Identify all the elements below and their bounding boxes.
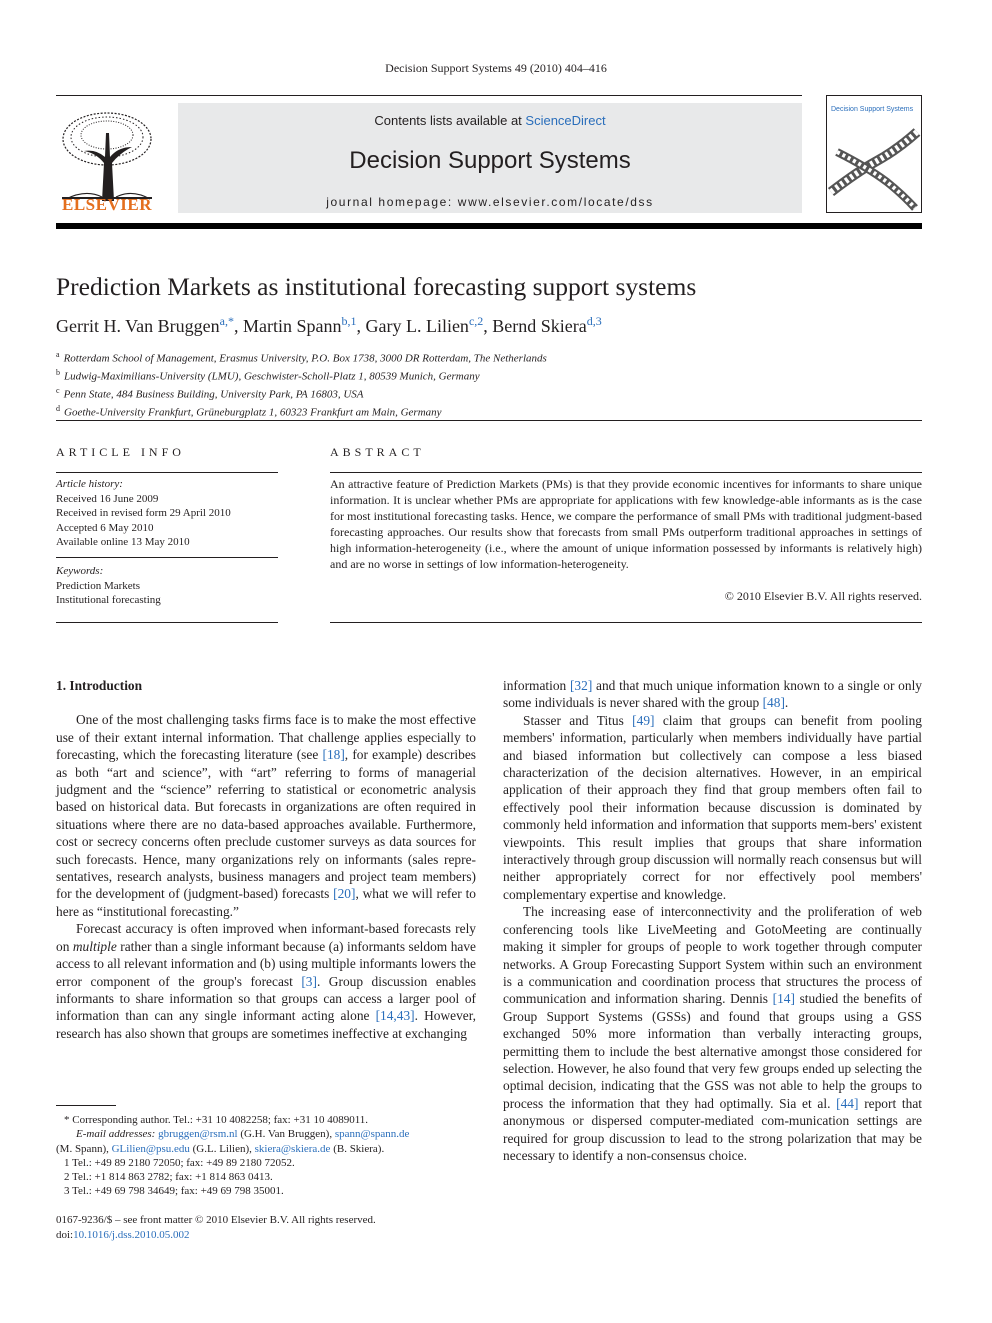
footnote: 2 Tel.: +1 814 863 2782; fax: +1 814 863 0413. [64,1171,273,1184]
author: Gerrit H. Van Bruggen [56,316,220,336]
doi-link[interactable]: 10.1016/j.dss.2010.05.002 [73,1228,190,1241]
citation-link[interactable]: [18] [322,747,345,763]
author: Bernd Skiera [492,316,587,336]
citation-link[interactable]: [32] [569,678,593,693]
footnote: 1 Tel.: +49 89 2180 72050; fax: +49 89 2180 72052. [64,1156,295,1169]
divider [56,472,278,473]
email-link[interactable]: gbruggen@rsm.nl [158,1128,238,1141]
divider [56,420,922,421]
paragraph: information [32] and that much unique information known to a single or only some individuals is never shared with the group [48]. [503,678,922,711]
article-history [56,477,231,550]
header-thick-rule [56,223,922,229]
email-link[interactable]: GLilien@psu.edu [111,1142,190,1155]
header-rule [56,95,802,96]
footnote: 3 Tel.: +49 69 798 34649; fax: +49 69 798 35001. [64,1185,284,1198]
author-affiliation-mark[interactable]: b,1 [341,314,357,328]
journal-homepage[interactable]: journal homepage: www.elsevier.com/locate/dss [326,195,654,209]
author: Martin Spann [242,316,342,336]
cover-title: Decision Support Systems [831,106,914,113]
email-link[interactable]: spann@spann.de [334,1128,410,1141]
history-label: Article history: [56,478,123,490]
paragraph: Stasser and Titus [49] claim that groups can benefit from pooling members' information, particularly when members individually have partial and biased information but collectively can compose a less biased characterization of the decision alternatives. However, in an empirical application of their approach they find that group members often fail to effectively pool their information because discussion is dominated by commonly held information and information that supports mem-bers' existent viewpoints. This result implies that groups that share information interactively through group discussion will normally reach consensus but will neither appropriately correct for nor effectively pool members' complementary expertise and knowledge. [503,712,922,902]
footnotes [56,1113,409,1199]
sciencedirect-link[interactable]: ScienceDirect [525,113,606,128]
keyword: Institutional forecasting [56,594,161,606]
footnote-rule [56,1105,116,1106]
author-affiliation-mark[interactable]: c,2 [468,314,484,328]
divider [330,472,922,473]
citation-link[interactable]: [14,43] [375,1008,415,1024]
article-info-heading: ARTICLE INFO [56,445,185,459]
journal-header [56,95,922,230]
author-list: Gerrit H. Van Bruggen$^{a,*}$, Martin Spann$^{b,1}$, Gary L. Lilien$^{c,2}$, Bernd Skiera$^{d,3}$ [56,314,602,336]
divider [330,622,922,623]
keyword: Prediction Markets [56,579,141,592]
body-column-right [503,677,922,1164]
journal-title: Decision Support Systems [349,147,631,174]
author-affiliation-mark[interactable]: a,* [219,314,234,328]
abstract-text: An attractive feature of Prediction Markets (PMs) is that they provide economic incentives for informants to share unique information. It is unclear whether PMs are appropriate for applications with few knowledge-able informants as is the case for most institutional forecasting tasks. Hence, we compare the performance of small PMs with traditional judgment-based forecasting approaches. Our results show that forecasts from small PMs outperform traditional approaches in settings of high information-heterogeneity (i.e., where the amount of unique information possessed by informants is relatively high) and are no worse in settings of low information-heterogeneity. [330,477,922,571]
citation-link[interactable]: [3] [301,973,317,989]
citation-link[interactable]: [20] [333,886,356,902]
footnote-emails: E-mail addresses: gbruggen@rsm.nl (G.H. Van Bruggen), spann@spann.de [76,1128,410,1141]
citation-link[interactable]: [44] [836,1095,859,1111]
front-matter-footer [56,1213,376,1242]
contents-line: Contents lists available at ScienceDirect [374,113,606,128]
paragraph: Forecast accuracy is often improved when informant-based forecasts rely on multiple rather than a single informant because (a) informants seldom have access to all relevant information and (b) using multiple informants lowers the error component of the group's forecast [3]. Group discussion enables informants to share information so that groups can access a larger pool of information than can any single informant acting alone [14,43]. However, research has also shown that groups are sometimes ineffective at exchanging [56,921,476,1041]
affiliations [56,348,547,421]
affiliation: $^d$ Goethe-University Frankfurt, Grüneburgplatz 1, 60323 Frankfurt am Main, Germany [56,404,442,420]
history-item: Accepted 6 May 2010 [56,521,154,534]
divider [56,622,278,623]
history-item: Available online 13 May 2010 [56,536,190,548]
copyright: © 2010 Elsevier B.V. All rights reserved. [724,589,922,603]
article-title: Prediction Markets as institutional forecasting support systems [56,272,697,301]
section-heading: 1. Introduction [56,678,143,693]
footnote-corresponding: * Corresponding author. Tel.: +31 10 4082258; fax: +31 10 4089011. [64,1114,369,1126]
history-item: Received in revised form 29 April 2010 [56,507,231,519]
running-head: Decision Support Systems 49 (2010) 404–416 [385,61,607,75]
publisher-name: ELSEVIER [62,195,152,214]
abstract-heading: ABSTRACT [330,445,425,459]
doi-line: doi:10.1016/j.dss.2010.05.002 [56,1228,190,1241]
author-affiliation-mark[interactable]: d,3 [586,314,602,328]
citation-link[interactable]: [48] [762,695,785,711]
history-item: Received 16 June 2009 [56,492,159,505]
footnote-emails-cont: (M. Spann), GLilien@psu.edu (G.L. Lilien), skiera@skiera.de (B. Skiera). [56,1142,385,1155]
journal-banner [178,103,802,213]
body-column-left [56,677,476,1042]
paragraph: The increasing ease of interconnectivity and the proliferation of web conferencing tools like LiveMeeting and GotoMeeting are continually making it simpler for groups of people to work together through computer networks. A Group Forecasting Support System within such an environment is a communication and coordination process that structures the process of communication and information sharing. Dennis [14] studied the benefits of Group Support Systems (GSSs) and found that groups using a GSS exchanged 50% more information than verbally interacting groups, permitting them to include the best alternative amongst those considered for selection. However, he also found that very few groups ended up selecting the optimal decision, indicating that the GSS was not able to help the groups to process the information that they had optimally. Sia et al. [44] report that anonymous or dispersed computer-mediated com-munication settings are required for group discussion to lead to the strong polarization that may be necessary to identify a non-consensus choice. [503,904,922,1163]
cover-rope-icon [827,122,921,212]
citation-link[interactable]: [49] [632,712,655,728]
citation-link[interactable]: [14] [772,991,795,1007]
email-link[interactable]: skiera@skiera.de [254,1142,331,1155]
keywords-label: Keywords: [56,565,104,577]
issn-line: 0167-9236/$ – see front matter © 2010 Elsevier B.V. All rights reserved. [56,1214,376,1226]
author: Gary L. Lilien [365,316,469,336]
journal-cover-thumbnail [826,95,922,213]
paragraph: One of the most challenging tasks firms face is to make the most effective use of their extant internal information. That challenge applies especially to forecasting, which the forecasting literature (see [18], for example) describes as both “art and science”, with “art” referring to forms of managerial judgment and the “science” referring to statistical or econometric analysis based on historical data. But forecasts in organizations are often required in situations where there are no data-based approaches available. Furthermore, cost or secrecy concerns often preclude customer surveys as data sources for such forecasts. Hence, many organizations rely on informants (sales repre-sentatives, research analysts, business managers and project team members) for the development of (judgment-based) forecasts [20], what we will refer to here as “institutional forecasting.” [56,712,476,919]
affiliation: $^c$ Penn State, 484 Business Building, University Park, PA 16803, USA [56,386,364,401]
affiliation: $^a$ Rotterdam School of Management, Erasmus University, P.O. Box 1738, 3000 DR Rotterdam, The Netherlands [56,350,547,365]
divider [56,557,278,558]
affiliation: $^b$ Ludwig-Maximilians-University (LMU), Geschwister-Scholl-Platz 1, 80539 Munich, Germany [56,368,480,383]
keywords [56,564,161,608]
